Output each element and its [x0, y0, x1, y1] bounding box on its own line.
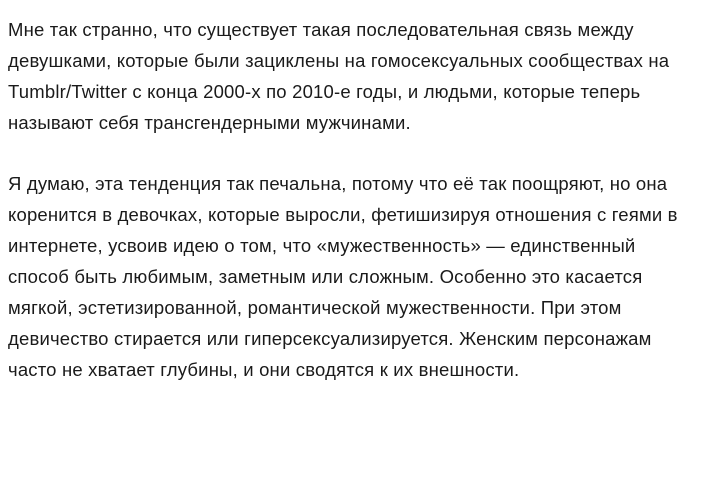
- paragraph-1: Мне так странно, что существует такая последовательная связь между девушками, которые были зациклены на гомосексуальных сообществах на Tumblr/Twitter с конца 2000-х по 2010-е годы, и людьми, которые теперь называют себя трансгендерными мужчинами.: [8, 19, 675, 133]
- paragraph-2: Я думаю, эта тенденция так печальна, потому что её так поощряют, но она коренится в девочках, которые выросли, фетишизируя отношения с геями в интернете, усвоив идею о том, что «мужественность» — единственный способ быть любимым, заметным или сложным. Особенно это касается мягкой, эстетизированной, романтической мужественности. При этом девичество стирается или гиперсексуализируется. Женским персонажам часто не хватает глубины, и они сводятся к их внешности.: [8, 173, 684, 380]
